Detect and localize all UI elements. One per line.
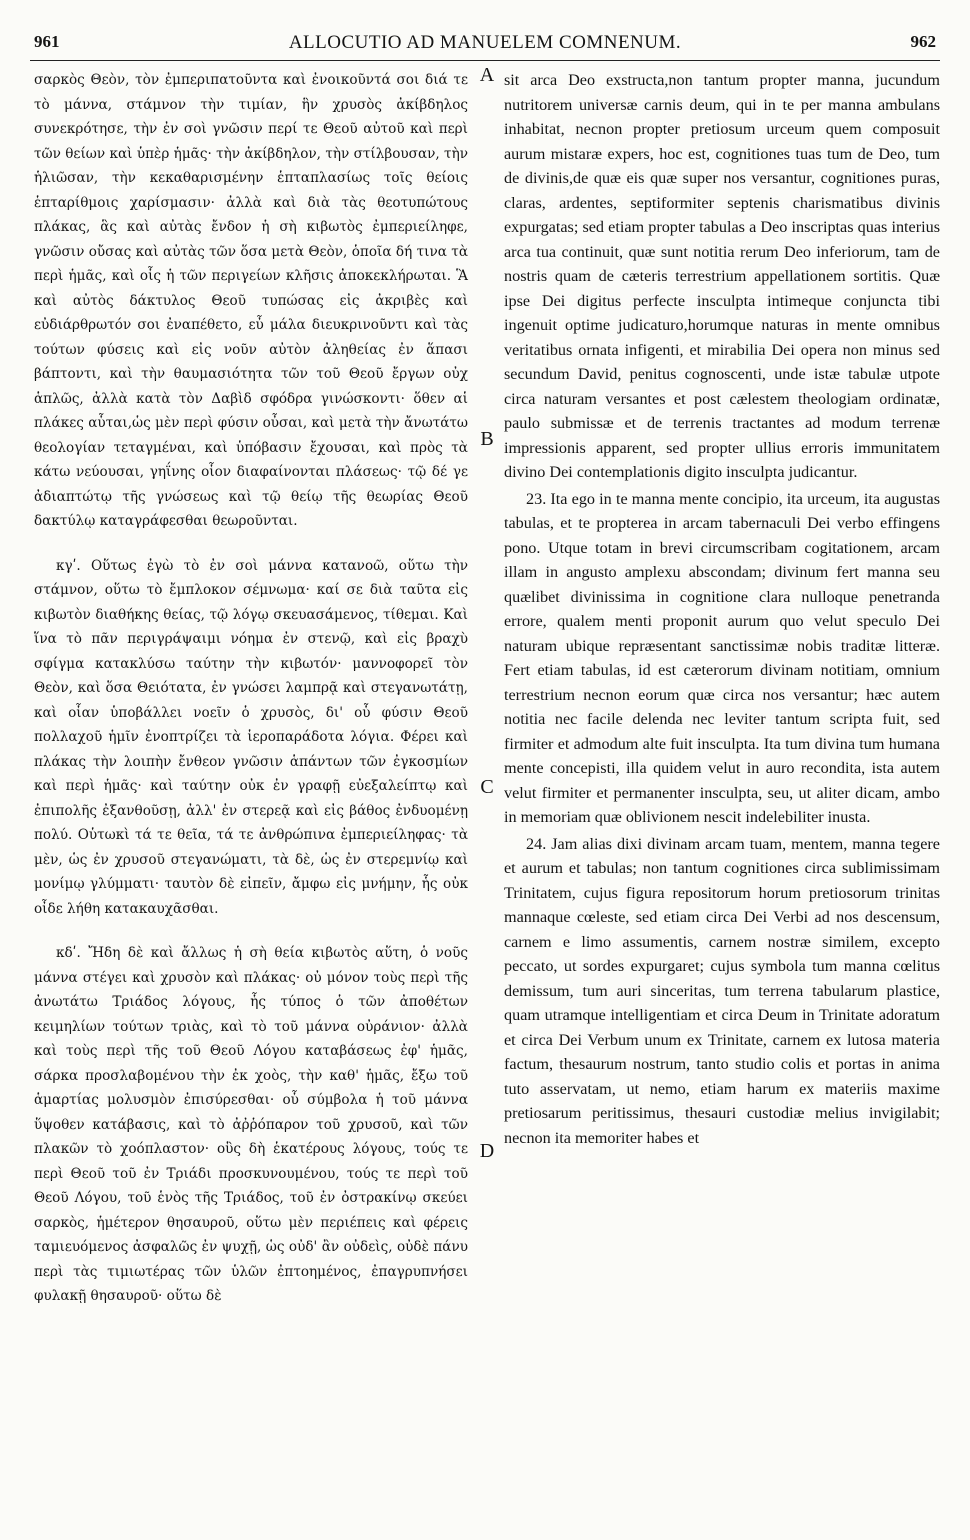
margin-marker-b: B: [480, 428, 494, 450]
latin-paragraph-1: sit arca Deo exstructa,non tantum propter manna, jucundum nutritorem universæ carnis deum, qui in te per manna ambulans inhabitat, necnon propter pretiosum urceum quem composuit aurum mistaræ expers, hoc est, cognitiones tuas tum de Deo, tum de divinis,de quæ eis quæ super nos versantur, cognitiones puras, claras, ardentes, septiformiter septenis charismatibus divinis expurgatas; sed etiam propter tabulas a Deo inscriptas quas interius arca tua continuit, quæ sunt notitia rerum Deo inferiorum, tam de nostris quam de cæteris terrestrium appellationem sortitis. Quæ ipse Dei digitus perfecte insculpta intimeque conjuncta tibi ingenuit optime judicaturo,horumque naturas in mente omnibus veritatibus ornata infigenti, et mirabilia Dei opera non minus sed secundum David, penitus cognoscenti, unde istæ tabulæ utpote circa naturam versantes et post cælestem theologiam ordinatæ, paulo submissæ et de terrenis tractantes ad modum terrenæ impressionis apparent, sed propter ullius erroris immunitatem divino Dei contemplationis digito insculpta judicantur.: [504, 71, 940, 481]
running-title: ALLOCUTIO AD MANUELEM COMNENUM.: [288, 32, 682, 53]
greek-paragraph-24: κδʹ. Ἤδη δὲ καὶ ἄλλως ἡ σὴ θεία κιβωτὸς αὕτη, ὁ νοῦς μάννα στέγει καὶ χρυσὸν καὶ πλάκας· οὐ μόνον τοὺς περὶ τῆς ἀνωτάτω Τριάδος λόγους, ἧς τύπος ὁ τῶν ἀποθέτων κειμηλίων τούτων τριὰς, καὶ τὸ τοῦ μάννα οὐράνιον· ἀλλὰ καὶ τοὺς περὶ τῆς τοῦ Θεοῦ Λόγου καταβάσεως ἐφ' ἡμᾶς, σάρκα προσλαβομένου τὴν ἐκ χοὸς, τὴν καθ' ἡμᾶς, ἔξω τοῦ ἁμαρτίας μολυσμὸν ἐπισύρεσθαι· οὗ σύμβολα ἡ τοῦ μάννα ὕψοθεν κατάβασις, καὶ τὸ ἀῤῥόπαρον τοῦ χρυσοῦ, καὶ τῶν πλακῶν τὸ χοόπλαστον· οὓς δὴ ἑκατέρους λόγους, τούς τε περὶ Θεοῦ τοῦ ἐν Τριάδι προσκυνουμένου, τούς τε περὶ τοῦ Θεοῦ Λόγου, τοῦ ἑνὸς τῆς Τριάδος, τοῦ ἐν ὀστρακίνῳ σκεύει σαρκὸς, ἡμέτερον θησαυροῦ, οὕτω μὲν περιέπεις καὶ φέρεις ταμιευόμενος ἀσφαλῶς ἐν ψυχῇ, ὡς οὐδ' ἂν οὐδεὶς, οὐδὲ πάνυ περὶ τὰς τιμιωτέρας τῶν ὑλῶν ἐπτοημένος, ἐπαγρυπνήσει φυλακῇ θησαυροῦ· οὕτω δὲ: [34, 945, 468, 1304]
page-number-right: 962: [910, 32, 936, 51]
running-header: [30, 32, 940, 61]
page-number-left: 961: [34, 32, 60, 51]
margin-marker-d: D: [479, 1140, 495, 1162]
greek-paragraph-23: κγʹ. Οὕτως ἐγὼ τὸ ἐν σοὶ μάννα κατανοῶ, οὕτω τὴν στάμνον, οὕτω τὸ ἔμπλοκον σέμνωμα· καί σε διὰ ταῦτα εἰς κιβωτὸν διαθήκης θείας, τῷ λόγῳ σκευασάμενος, τίθεμαι. Καὶ ἵνα τὸ πᾶν περιγράψαιμι νόημα ἐν στενῷ, καὶ εἰς βραχὺ σφίγμα κατακλύσω ταύτην τὴν κιβωτόν· μαννοφορεῖ τὸν Θεὸν, καὶ ὅσα Θειότατα, ἐν γνώσει λαμπρᾷ καὶ στεγανωτάτῃ, καὶ οἷαν ὑποβάλλει νοεῖν ὁ χρυσὸς, δι' οὗ φύσιν Θεοῦ πολλαχοῦ ἡμῖν ἐνοπτρίζει τὰ ἱεροπαράδοτα λόγια. Φέρει καὶ πλάκας τὴν λοιπὴν ἔνθεον γνῶσιν ἁπάντων τῶν ἐγκοσμίων καὶ περὶ ἡμᾶς· καὶ ταύτην οὐκ ἐν γραφῇ εὐεξαλείπτῳ καὶ ἐπιπολῆς ἐξανθοῦσῃ, ἀλλ' ἐν στερεᾷ καὶ εἰς βάθος ἐνδυομένῃ πολύ. Οὑτωκὶ τά τε θεῖα, τά τε ἀνθρώπινα ἐμπεριείληφας· τὰ μὲν, ὡς ἐν χρυσοῦ στεγανώματι, τὰ δὲ, ὡς ἐν στερεμνίῳ καὶ μονίμῳ γλύμματι· ταυτὸν δὲ εἰπεῖν, ἄμφω εἰς μνήμην, ἧς οὐκ οἶδε λήθη κατακαυχᾶσθαι.: [34, 557, 468, 917]
latin-paragraph-24: 24. Jam alias dixi divinam arcam tuam, mentem, manna tegere et aurum et tabulas; non tantum cognitiones circa sublimissimam Trinitatem, cujus figura repositorum horum pretiosorum trinitas mannaque cœleste, sed etiam circa Dei Verbi ad nos descensum, carnem e limo assumentis, carnem nostræ similem, excepto peccato, ut sordes expurgaret; cujus symbola tum manna cœlitus demissum, tum auri sinceritas, tum terrena tabularum plastice, quam utramque intelligentiam et circa Deum in Trinitate adoratum et circa Dei Verbum unum ex Trinitate, carnem ex lutosa materia factum, thesaurum nostrum, tanto studio colis et portas in anima tuto asservatam, ut nemo, etiam harum ex materiis maxime pretiosarum peritissimus, thesauri custodiæ melius invigilabit; necnon ita memoriter habes et: [504, 834, 940, 1147]
margin-marker-a: A: [479, 64, 495, 86]
margin-marker-c: C: [480, 776, 494, 798]
greek-column: [34, 68, 468, 1520]
latin-paragraph-23: 23. Ita ego in te manna mente concipio, ita urceum, ita augustas tabulas, et te propterea in arcam tabernaculi Dei verbo effingens pono. Utque totam in brevi circumscribam cogitationem, arcam illam in angusto amplexu abscondam; divinum fert manna seu quælibet divinissima in cognitione clara nulloque penetranda errore, qualem menti proponit aurum quo velut speculo Dei naturam ubique repræsentant sanctissimæ nobis traditæ litteræ. Fert etiam tabulas, id est cæterorum divinam notitiam, omnium terrestrium necnon eorum quæ circa nos versantur; hæc autem notitia nec facile delenda nec leviter tantum scripta fuit, sed firmiter et admodum alte fuit insculpta. Ita tum divina tum humana mente concepisti, illa quidem velut in auro recondita, ista autem velut firmiter et permanenter insculpta, seu, ut aliter dicam, ambo in memoriam quæ oblivionem nescit indelebiliter inusta.: [504, 489, 940, 826]
greek-paragraph-1: σαρκὸς Θεὸν, τὸν ἐμπεριπατοῦντα καὶ ἐνοικοῦντά σοι διά τε τὸ μάννα, στάμνον τὴν τιμίαν, ἣν χρυσὸς ἀκίβδηλος συνεκρότησε, τὴν ἐν σοὶ γνῶσιν περί τε Θεοῦ αὐτοῦ καὶ περὶ τῶν θείων καὶ ὑπὲρ ἡμᾶς· τὴν ἀκίβδηλον, τὴν στίλβουσαν, τὴν ἡλιῶσαν, τὴν κεκαθαρισμένην ἑπταπλασίως τοῖς θείοις ἑπταρίθμοις χαρίσμασιν· ἀλλὰ καὶ διὰ τὰς θεοτυπώτους πλάκας, ἃς καὶ αὐτὰς ἔνδον ἡ σὴ κιβωτὸς ἐμπεριείληφε, γνῶσιν οὔσας καὶ αὐτὰς τῶν ὅσα μετὰ Θεὸν, ὁποῖα δή τινα τὰ περὶ ἡμᾶς, καὶ οἷς ἡ τῶν περιγείων κλῆσις ἀποκεκλήρωται. Ἃ καὶ αὐτὸς δάκτυλος Θεοῦ τυπώσας εἰς ἀκριβὲς καὶ εὐδιάρθρωτόν σοι ἐναπέθετο, εὖ μάλα διευκρινοῦντι καὶ τὰς τούτων φύσεις καὶ εἰς νοῦν αὐτὸν ἀληθείας ἐν ἅπασι βάπτοντι, καὶ τὴν θαυμασιότητα τῶν τοῦ Θεοῦ ἔργων οὐχ ἁπλῶς, ἀλλὰ κατὰ τὸν Δαβὶδ σφόδρα γινώσκοντι· ὅθεν αἱ πλάκες αὗται,ὡς μὲν περὶ φύσιν οὖσαι, καὶ μετὰ τὴν ἄνωτάτω θεολογίαν τεταγμέναι, καὶ ὑπόβασιν ἔχουσαι, καὶ πρὸς τὰ κάτω νεύουσαι, γηΐνης οἷον διαφαίνονται πλάσεως· τῷ δέ γε ἀδιαπτώτῳ τῆς γνώσεως καὶ τῷ θείῳ τῆς θεωρίας Θεοῦ δακτύλῳ καταγράφεσθαι θεωροῦνται.: [34, 72, 468, 529]
latin-column: [504, 68, 940, 1520]
